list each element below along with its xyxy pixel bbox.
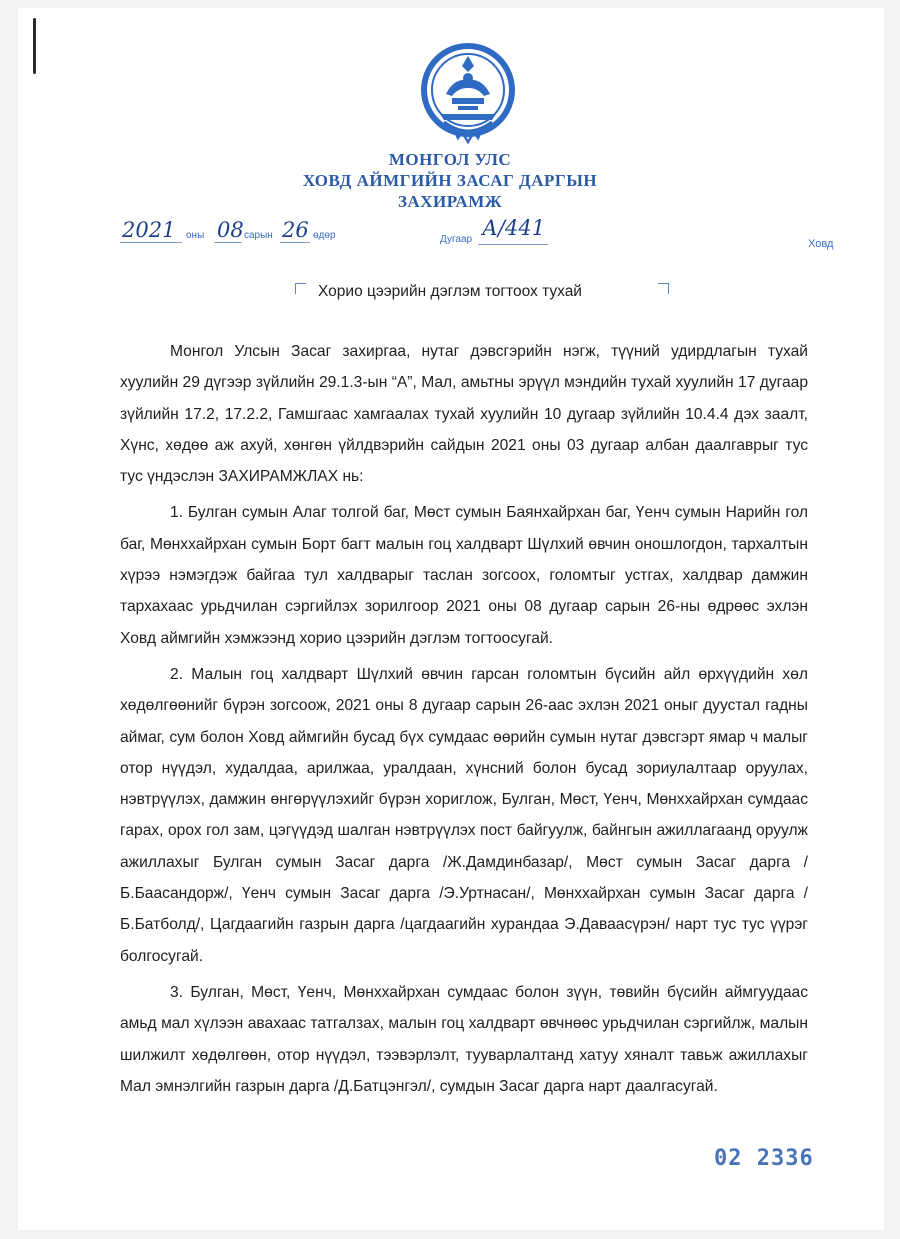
margin-mark	[33, 18, 36, 74]
body-paragraph: 3. Булган, Мөст, Үенч, Мөнххайрхан сумдаас болон зүүн, төвийн бүсийн аймгуудаас амьд мал хүлээн авахаас татгалзах, малын гоц халдварт өвчнөөс урьдчилан сэргийлж, малын шилжилт хөдөлгөөн, отор нүүдэл, тээвэрлэлт, тууварлалтанд хатуу хяналт тавьж ажиллахыг Мал эмнэлгийн газрын дарга /Д.Батцэнгэл/, сумдын Засаг дарга нарт даалгасугай.	[120, 983, 808, 1095]
number-label: Дугаар	[440, 234, 473, 245]
header-doc-type: ЗАХИРАМЖ	[397, 192, 503, 211]
date-day: 26	[282, 218, 309, 242]
body-paragraph: 2. Малын гоц халдварт Шүлхий өвчин гарсан голомтын бүсийн айл өрхүүдийн хөл хөдөлгөөнийг бүрэн зогсоож, 2021 оны 8 дугаар сарын 26-аас эхлэн 2021 оныг дуустал гадны аймаг, сум болон Ховд аймгийн бусад бүх сумдаас өөрийн сумын нутаг дэвсгэрт ямар ч малыг отор нүүдэл, худалдаа, арилжаа, уралдаан, хүнсний болон бусад зориулалтаар оруулах, нэвтрүүлэх, дамжин өнгөрүүлэхийг бүрэн хориглож, Булган, Мөст, Үенч, Мөнххайрхан сумдаас гарах, орох гол зам, цэгүүдэд шалган нэвтрүүлэх пост байгуулж, байнгын ажиллагаанд оруулж ажиллахыг Булган сумын Засаг дарга /Ж.Дамдинбазар/, Мөст сумын Засаг дарга /Б.Баасандорж/, Үенч сумын Засаг дарга /Э.Уртнасан/, Мөнххайрхан сумын Засаг дарга /Б.Батболд/, Цагдаагийн газрын дарга /цагдаагийн хурандаа Э.Даваасүрэн/ нарт тус тус үүрэг болгосугай.	[120, 665, 808, 965]
body-paragraph: Монгол Улсын Засаг захиргаа, нутаг дэвсгэрийн нэгж, түүний удирдлагын тухай хуулийн 29 дүгээр зүйлийн 29.1.3-ын “А”, Мал, амьтны эрүүл мэндийн тухай хуулийн 17 дугаар зүйлийн 17.2, 17.2.2, Гамшгаас хамгаалах тухай хуулийн 10 дугаар зүйлийн 10.4.4 дэх заалт, Хүнс, хөдөө аж ахуй, хөнгөн үйлдвэрийн сайдын 2021 оны 03 дугаар албан даалгаврыг тус тус үндэслэн ЗАХИРАМЖЛАХ нь:	[120, 343, 808, 486]
document-subject: Хорио цээрийн дэглэм тогтоох тухай	[318, 283, 582, 300]
city-name: Ховд	[808, 238, 834, 250]
date-day-suffix: өдөр	[313, 230, 336, 241]
document-body	[120, 336, 808, 1107]
body-paragraph: 1. Булган сумын Алаг толгой баг, Мөст сумын Баянхайрхан баг, Үенч сумын Нарийн гол баг, Мөнххайрхан сумын Борт багт малын гоц халдварт Шүлхий өвчин оношлогдон, тархалтын хүрээ нэмэгдэж байгаа тул халдварыг таслан зогсоох, голомтыг устгах, халдвар дамжин тархахаас урьдчилан сэргийлэх зорилгоор 2021 оны 08 дугаар сарын 26-ны өдрөөс эхлэн Ховд аймгийн хэмжээнд хорио цээрийн дэглэм тогтоосугай.	[120, 504, 808, 647]
date-month: 08	[217, 218, 244, 242]
bracket-right	[658, 283, 669, 294]
date-line	[0, 216, 900, 252]
document-number: А/441	[482, 216, 546, 240]
header-authority: ХОВД АЙМГИЙН ЗАСАГ ДАРГЫН	[302, 171, 598, 190]
state-emblem-icon	[418, 42, 518, 146]
date-year-suffix: оны	[186, 230, 205, 241]
header-country: МОНГОЛ УЛС	[388, 150, 512, 169]
stamp-number: 02 2336	[714, 1146, 814, 1171]
date-year: 2021	[122, 218, 176, 242]
date-month-suffix: сарын	[244, 230, 273, 241]
